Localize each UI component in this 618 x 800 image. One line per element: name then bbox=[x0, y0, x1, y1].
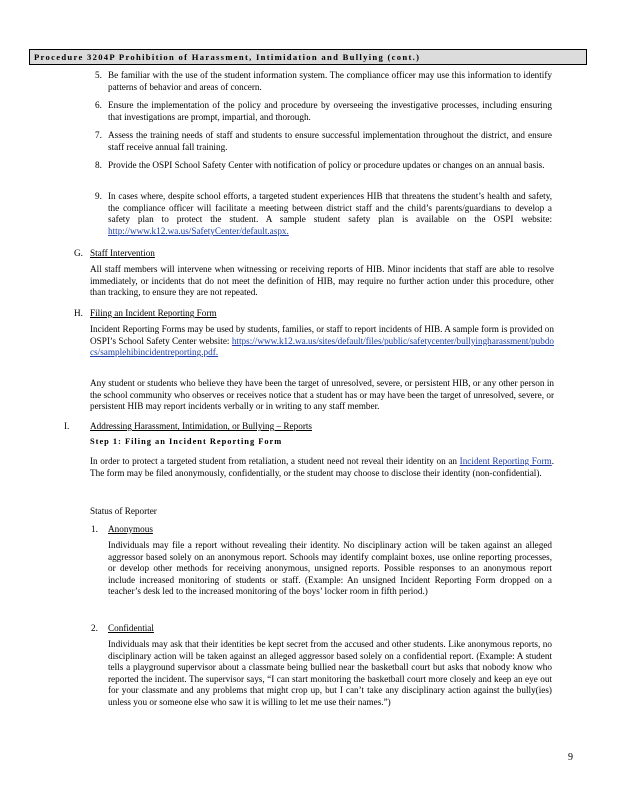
list-item-text: In cases where, despite school efforts, a targeted student experiences HIB that threatens the student’s health and safety, the compliance officer will facilitate a meeting between district staff and the child’s parents/guardians to develop a safety plan to protect the student. A sample student safety plan is available on the OSPI website: bbox=[108, 191, 552, 225]
section-letter-h: H. bbox=[74, 308, 83, 318]
paragraph-text: In order to protect a targeted student from retaliation, a student need not reveal their identity on an bbox=[90, 456, 457, 466]
paragraph: Individuals may file a report without revealing their identity. No disciplinary action will be taken against an alleged aggressor based solely on an anonymous report. Schools may identify complaint boxes, use online reporting processes, or develop other methods for receiving anonymous, unsigned reports. Possible responses to an anonymous report include increased monitoring of students or staff. (Example: An unsigned Incident Reporting Form dropped on a teacher’s desk led to the increased monitoring of the boys’ locker room in fifth period.) bbox=[108, 540, 552, 597]
sample-form-link[interactable]: https://www.k12.wa.us/sites/default/files/public/safetycenter/bullyingharassment/pubdocs/samplehibincidentreporting.pdf. bbox=[90, 335, 555, 358]
list-number: 5. bbox=[95, 70, 102, 80]
list-item: Ensure the implementation of the policy and procedure by overseeing the investigative processes, including ensuring that investigations are prompt, impartial, and thorough. bbox=[108, 100, 552, 122]
paragraph: All staff members will intervene when witnessing or receiving reports of HIB. Minor incidents that staff are able to resolve immediately, or incidents that do not meet the definition of HIB, may require no further action under this procedure, other than tracking, to ensure they are not repeated. bbox=[90, 264, 554, 298]
paragraph-text: . The form may be filed anonymously, confidentially, or the student may choose to disclose their identity (non-confidential). bbox=[90, 456, 554, 478]
subheading-confidential: Confidential bbox=[108, 623, 154, 633]
paragraph: Individuals may ask that their identities be kept secret from the accused and other students. Like anonymous reports, no disciplinary action will be taken against an alleged aggressor based solely on a confidential report. (Example: A student tells a playground supervisor about a classmate being bullied near the basketball court but asks that nobody know who reported the incident. The supervisor says, “I can start monitoring the basketball court more closely and keep an eye out for your classmate and any problems that might crop up, but I can’t take any disciplinary action against the bully(ies) unless you or someone else who saw it is willing to let me use their names.”) bbox=[108, 639, 552, 707]
list-number: 2. bbox=[91, 623, 98, 633]
section-letter-i: I. bbox=[64, 421, 70, 431]
step-heading: Step 1: Filing an Incident Reporting Form bbox=[90, 437, 283, 446]
section-heading-reports: Addressing Harassment, Intimidation, or Bullying – Reports bbox=[90, 421, 313, 431]
incident-reporting-form-link[interactable]: Incident Reporting Form bbox=[459, 456, 552, 466]
list-item: Provide the OSPI School Safety Center with notification of policy or procedure updates or changes on an annual basis. bbox=[108, 160, 545, 170]
list-number: 7. bbox=[95, 130, 102, 140]
subheading-anonymous: Anonymous bbox=[108, 524, 153, 534]
paragraph-text: Incident Reporting Forms may be used by students, families, or staff to report incidents of HIB. A sample form is provided on OSPI’s School Safety Center website: bbox=[90, 324, 554, 346]
section-heading-staff-intervention: Staff Intervention bbox=[90, 248, 155, 258]
section-letter-g: G. bbox=[74, 248, 83, 258]
section-heading-filing-form: Filing an Incident Reporting Form bbox=[90, 308, 217, 318]
paragraph bbox=[90, 456, 554, 479]
list-item: Be familiar with the use of the student information system. The compliance officer may use this information to identify patterns of behavior and areas of concern. bbox=[108, 70, 552, 92]
safety-center-link[interactable]: http://www.k12.wa.us/SafetyCenter/default.aspx. bbox=[108, 225, 289, 236]
list-number: 6. bbox=[95, 100, 102, 110]
list-item: Assess the training needs of staff and students to ensure successful implementation throughout the district, and ensure staff receive annual fall training. bbox=[108, 130, 552, 152]
status-of-reporter-label: Status of Reporter bbox=[90, 506, 157, 516]
paragraph: Any student or students who believe they have been the target of unresolved, severe, or persistent HIB, or any other person in the school community who observes or receives notice that a student has or may have been the target of unresolved, severe, or persistent HIB may report incidents verbally or in writing to any staff member. bbox=[90, 378, 554, 412]
list-number: 8. bbox=[95, 160, 102, 170]
list-number: 1. bbox=[91, 524, 98, 534]
paragraph bbox=[90, 324, 554, 359]
list-number: 9. bbox=[95, 191, 102, 201]
procedure-header: Procedure 3204P Prohibition of Harassment, Intimidation and Bullying (cont.) bbox=[29, 49, 587, 65]
page-number: 9 bbox=[568, 752, 573, 763]
list-item bbox=[108, 191, 552, 237]
